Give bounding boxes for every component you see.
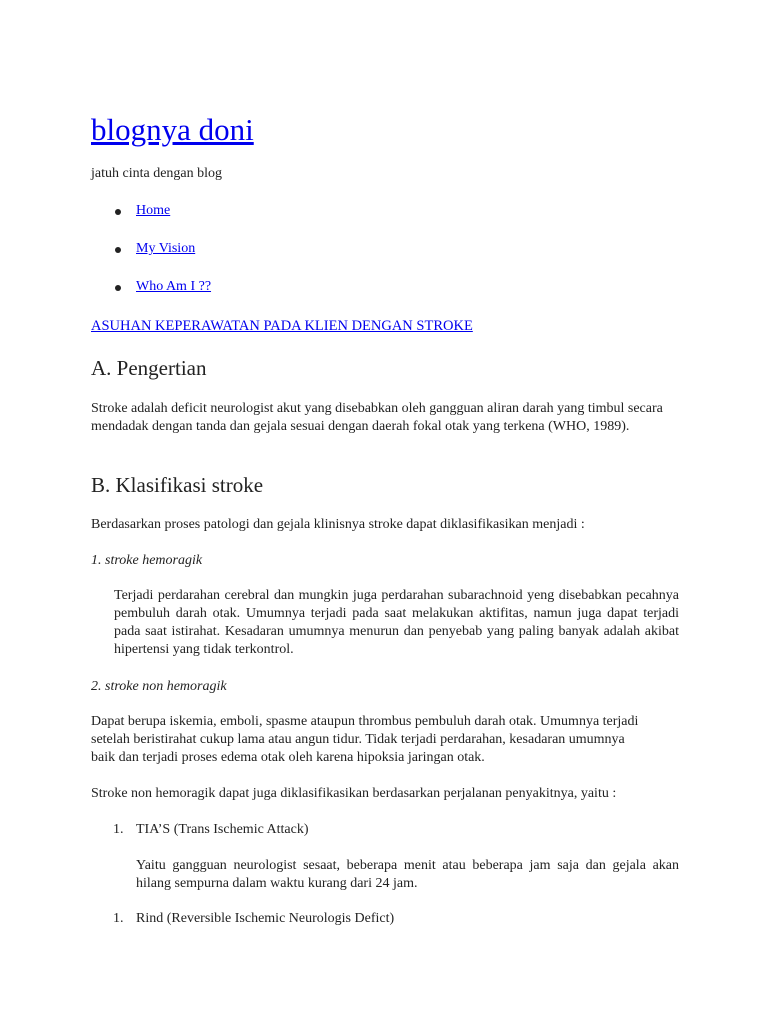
sub1-label: 1. stroke hemoragik (91, 553, 203, 568)
post-title-link[interactable]: ASUHAN KEPERAWATAN PADA KLIEN DENGAN STROKE (91, 318, 473, 334)
list-item-title: TIA’S (Trans Ischemic Attack) (136, 822, 309, 837)
list-item-text: Yaitu gangguan neurologist sesaat, beberapa menit atau beberapa jam saja dan gejala akan hilang sempurna dalam waktu kurang dari 24 jam. (136, 858, 679, 891)
nav-item-my-vision (91, 240, 211, 278)
sub1-text: Terjadi perdarahan cerebral dan mungkin juga perdarahan subarachnoid yeng disebabkan pecahnya pembuluh darah otak. Umumnya terjadi pada saat melakukan aktifitas, namun juga dapat terjadi pada saat istirahat. Kesadaran umumnya menurun dan penyebab yang paling banyak adalah akibat hipertensi yang tidak terkontrol. (114, 588, 679, 657)
sub2-classification: Stroke non hemoragik dapat juga diklasifikasikan berdasarkan perjalanan penyakitnya, yaitu : (91, 786, 617, 801)
bullet-icon (115, 247, 121, 253)
nav-link-home[interactable]: Home (136, 203, 171, 218)
sub2-label: 2. stroke non hemoragik (91, 679, 227, 694)
list-item-number: 1. (113, 822, 124, 837)
bullet-icon (115, 209, 121, 215)
bullet-icon (115, 285, 121, 291)
section-a-heading: A. Pengertian (91, 356, 207, 380)
site-title-link[interactable]: blognya doni (91, 112, 254, 147)
sub2-text: Dapat berupa iskemia, emboli, spasme ataupun thrombus pembuluh darah otak. Umumnya terjadi setelah beristirahat cukup lama atau angun tidur. Tidak terjadi perdarahan, kesadaran umumnya baik dan terjadi proses edema otak oleh karena hipoksia jaringan otak. (91, 714, 639, 765)
nav-item-home (91, 202, 211, 240)
nav-link-who-am-i[interactable]: Who Am I ?? (136, 279, 212, 294)
section-a-text: Stroke adalah deficit neurologist akut yang disebabkan oleh gangguan aliran darah yang timbul secara mendadak dengan tanda dan gejala sesuai dengan daerah fokal otak yang terkena (WHO, 1989). (91, 401, 663, 434)
nav-menu (91, 202, 211, 316)
nav-item-who-am-i (91, 278, 211, 316)
list-item-title: Rind (Reversible Ischemic Neurologis Defict) (136, 911, 395, 926)
section-b-intro: Berdasarkan proses patologi dan gejala klinisnya stroke dapat diklasifikasikan menjadi : (91, 517, 585, 532)
section-b-heading: B. Klasifikasi stroke (91, 473, 264, 497)
site-tagline: jatuh cinta dengan blog (91, 166, 223, 181)
list-item-number: 1. (113, 911, 124, 926)
site-title (91, 110, 254, 150)
nav-link-my-vision[interactable]: My Vision (136, 241, 196, 256)
